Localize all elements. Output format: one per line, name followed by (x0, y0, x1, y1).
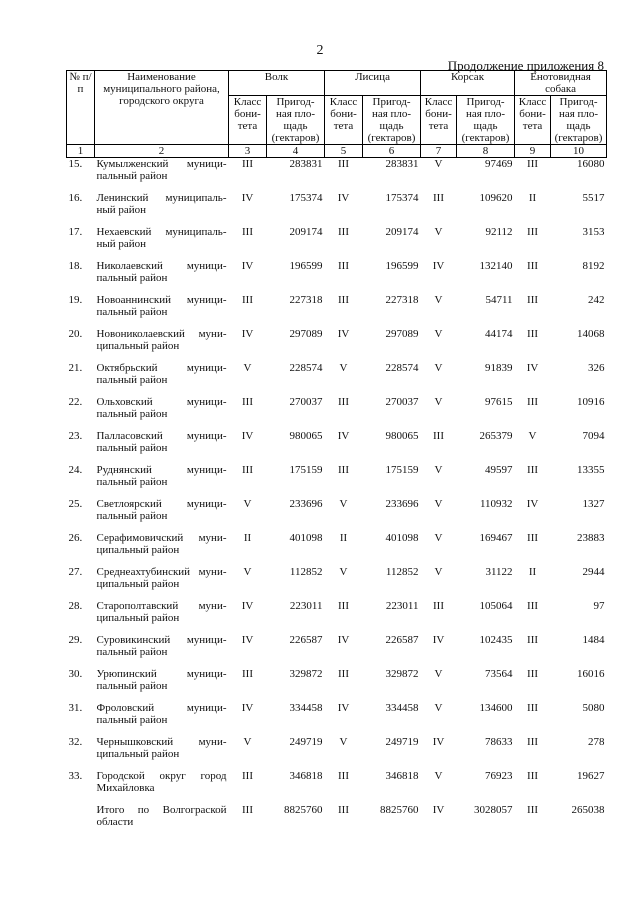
wolf-area: 175374 (289, 192, 323, 204)
fox-area: 346818 (385, 770, 419, 782)
wolf-area: 401098 (289, 532, 323, 544)
wolf-class: III (242, 158, 253, 170)
corsac-class: V (434, 498, 443, 510)
district-name: Светлоярский муници- пальный район (96, 498, 227, 522)
raccoon-dog-class: III (527, 464, 539, 476)
district-name: Суровикинский муници- пальный район (96, 634, 227, 658)
raccoon-dog-area: 97 (593, 600, 605, 612)
corsac-class: V (434, 566, 443, 578)
column-number: 7 (421, 145, 457, 158)
column-number: 9 (515, 145, 551, 158)
fox-area: 209174 (385, 226, 419, 238)
header-group-fox: Лисица (325, 71, 421, 96)
fox-class: IV (337, 328, 350, 340)
district-name: Нехаевский муниципаль- ный район (96, 226, 227, 250)
fox-area: 228574 (385, 362, 419, 374)
header-area: Пригод- ная пло- щадь (гектаров) (457, 96, 515, 145)
raccoon-dog-class: IV (526, 362, 539, 374)
header-area: Пригод- ная пло- щадь (гектаров) (267, 96, 325, 145)
table-row (67, 770, 607, 804)
raccoon-dog-area: 7094 (582, 430, 605, 442)
header-group-corsac: Корсак (421, 71, 515, 96)
fox-class: III (338, 770, 349, 782)
fox-area: 112852 (385, 566, 419, 578)
district-name: Октябрьский муници- пальный район (96, 362, 227, 386)
header-district-name: Наименование муниципального района, городского округа (95, 71, 229, 145)
table-row (67, 362, 607, 396)
corsac-class: III (433, 430, 445, 442)
corsac-area: 102435 (479, 634, 513, 646)
wolf-class: III (242, 226, 253, 238)
wolf-area: 8825760 (284, 804, 323, 816)
corsac-area: 105064 (479, 600, 513, 612)
fox-area: 334458 (385, 702, 419, 714)
row-number (67, 804, 95, 838)
row-number: 20. (68, 328, 83, 340)
corsac-class: V (434, 362, 443, 374)
corsac-area: 3028057 (474, 804, 513, 816)
fox-area: 329872 (385, 668, 419, 680)
raccoon-dog-area: 2944 (582, 566, 605, 578)
fox-class: V (339, 498, 348, 510)
fox-class: III (338, 464, 349, 476)
table-row (67, 396, 607, 430)
raccoon-dog-class: III (527, 702, 539, 714)
corsac-area: 132140 (479, 260, 513, 272)
column-number: 1 (67, 145, 95, 158)
row-number: 16. (68, 192, 83, 204)
wolf-class: IV (241, 192, 254, 204)
corsac-class: V (434, 532, 443, 544)
row-number: 32. (68, 736, 83, 748)
corsac-area: 97469 (485, 158, 513, 170)
raccoon-dog-class: V (528, 430, 537, 442)
corsac-class: V (434, 464, 443, 476)
district-name: Городской округ город Михайловка (96, 770, 227, 794)
raccoon-dog-class: III (527, 736, 539, 748)
district-name: Серафимовичский муни- ципальный район (96, 532, 227, 556)
hunting-area-table (66, 70, 607, 838)
raccoon-dog-class: III (527, 770, 539, 782)
wolf-class: III (242, 668, 253, 680)
raccoon-dog-class: III (527, 804, 539, 816)
raccoon-dog-class: II (528, 566, 537, 578)
wolf-area: 175159 (289, 464, 323, 476)
row-number: 28. (68, 600, 83, 612)
district-name: Николаевский муници- пальный район (96, 260, 227, 284)
wolf-area: 223011 (289, 600, 323, 612)
fox-class: IV (337, 430, 350, 442)
fox-class: III (338, 260, 349, 272)
row-number: 17. (68, 226, 83, 238)
row-number: 23. (68, 430, 83, 442)
fox-area: 8825760 (380, 804, 419, 816)
wolf-class: IV (241, 702, 254, 714)
continuation-label: Продолжение приложения 8 (447, 58, 604, 73)
fox-area: 283831 (385, 158, 419, 170)
wolf-area: 196599 (289, 260, 323, 272)
wolf-class: III (242, 770, 253, 782)
corsac-area: 73564 (485, 668, 513, 680)
corsac-area: 44174 (485, 328, 513, 340)
table-row (67, 634, 607, 668)
fox-area: 233696 (385, 498, 419, 510)
row-number: 33. (68, 770, 83, 782)
fox-class: V (339, 362, 348, 374)
raccoon-dog-area: 326 (588, 362, 605, 374)
raccoon-dog-class: III (527, 600, 539, 612)
wolf-class: IV (241, 600, 254, 612)
corsac-area: 97615 (485, 396, 513, 408)
wolf-class: III (242, 294, 253, 306)
district-name: Урюпинский муници- пальный район (96, 668, 227, 692)
raccoon-dog-class: III (527, 260, 539, 272)
header-class: Класс бони- тета (229, 96, 267, 145)
header-area: Пригод- ная пло- щадь (гектаров) (363, 96, 421, 145)
wolf-area: 346818 (289, 770, 323, 782)
header-class: Класс бони- тета (325, 96, 363, 145)
table-row (67, 532, 607, 566)
corsac-area: 110932 (479, 498, 513, 510)
corsac-area: 92112 (485, 226, 513, 238)
raccoon-dog-area: 16080 (577, 158, 605, 170)
wolf-area: 112852 (289, 566, 323, 578)
wolf-area: 283831 (289, 158, 323, 170)
corsac-class: V (434, 668, 443, 680)
fox-class: V (339, 736, 348, 748)
header-number: № п/п (67, 71, 95, 145)
corsac-area: 91839 (485, 362, 513, 374)
wolf-class: V (243, 498, 252, 510)
table-row (67, 566, 607, 600)
row-number: 29. (68, 634, 83, 646)
row-number: 18. (68, 260, 83, 272)
row-number: 27. (68, 566, 83, 578)
district-name: Кумылженский муници- пальный район (96, 158, 227, 182)
corsac-class: V (434, 396, 443, 408)
wolf-class: III (242, 396, 253, 408)
district-name: Палласовский муници- пальный район (96, 430, 227, 454)
row-number: 26. (68, 532, 83, 544)
fox-class: V (339, 566, 348, 578)
fox-area: 226587 (385, 634, 419, 646)
fox-area: 270037 (385, 396, 419, 408)
page-number: 2 (316, 43, 324, 58)
raccoon-dog-area: 10916 (577, 396, 605, 408)
fox-class: IV (337, 634, 350, 646)
corsac-class: IV (432, 260, 445, 272)
wolf-class: V (243, 362, 252, 374)
wolf-class: II (243, 532, 252, 544)
fox-class: IV (337, 192, 350, 204)
district-name: Старополтавский муни- ципальный район (96, 600, 227, 624)
fox-class: III (338, 600, 349, 612)
corsac-class: III (433, 192, 445, 204)
raccoon-dog-area: 3153 (582, 226, 605, 238)
corsac-area: 265379 (479, 430, 513, 442)
fox-class: III (338, 804, 349, 816)
row-number: 25. (68, 498, 83, 510)
wolf-area: 297089 (289, 328, 323, 340)
column-number: 5 (325, 145, 363, 158)
corsac-class: V (434, 226, 443, 238)
raccoon-dog-area: 265038 (571, 804, 605, 816)
fox-class: II (339, 532, 348, 544)
table-row (67, 702, 607, 736)
header-group-wolf: Волк (229, 71, 325, 96)
row-number: 22. (68, 396, 83, 408)
raccoon-dog-class: III (527, 396, 539, 408)
row-number: 31. (68, 702, 83, 714)
table-row (67, 158, 607, 193)
table-row (67, 294, 607, 328)
column-number: 6 (363, 145, 421, 158)
fox-area: 175374 (385, 192, 419, 204)
raccoon-dog-area: 13355 (577, 464, 605, 476)
fox-area: 249719 (385, 736, 419, 748)
district-name: Руднянский муници- пальный район (96, 464, 227, 488)
district-name: Ленинский муниципаль- ный район (96, 192, 227, 216)
table-row (67, 226, 607, 260)
district-name: Ольховский муници- пальный район (96, 396, 227, 420)
header-class: Класс бони- тета (421, 96, 457, 145)
raccoon-dog-area: 23883 (577, 532, 605, 544)
raccoon-dog-class: II (528, 192, 537, 204)
row-number: 21. (68, 362, 83, 374)
table-row (67, 668, 607, 702)
raccoon-dog-area: 14068 (577, 328, 605, 340)
wolf-area: 209174 (289, 226, 323, 238)
wolf-class: IV (241, 328, 254, 340)
district-name: Новониколаевский муни- ципальный район (96, 328, 227, 352)
district-name: Фроловский муници- пальный район (96, 702, 227, 726)
column-number: 2 (95, 145, 229, 158)
table-row (67, 736, 607, 770)
total-row (67, 804, 607, 838)
fox-area: 980065 (385, 430, 419, 442)
wolf-area: 980065 (289, 430, 323, 442)
raccoon-dog-class: III (527, 294, 539, 306)
table-row (67, 192, 607, 226)
wolf-class: IV (241, 260, 254, 272)
row-number: 24. (68, 464, 83, 476)
corsac-class: V (434, 702, 443, 714)
corsac-area: 109620 (479, 192, 513, 204)
raccoon-dog-class: III (527, 532, 539, 544)
fox-area: 175159 (385, 464, 419, 476)
corsac-class: IV (432, 804, 445, 816)
wolf-area: 233696 (289, 498, 323, 510)
table-row (67, 498, 607, 532)
wolf-area: 227318 (289, 294, 323, 306)
wolf-area: 249719 (289, 736, 323, 748)
fox-class: III (338, 158, 349, 170)
raccoon-dog-class: III (527, 634, 539, 646)
fox-area: 223011 (385, 600, 419, 612)
corsac-class: V (434, 770, 443, 782)
corsac-area: 49597 (485, 464, 513, 476)
corsac-class: III (433, 600, 445, 612)
header-area: Пригод- ная пло- щадь (гектаров) (551, 96, 607, 145)
table-row (67, 430, 607, 464)
fox-area: 297089 (385, 328, 419, 340)
table-row (67, 328, 607, 362)
wolf-area: 329872 (289, 668, 323, 680)
fox-class: III (338, 294, 349, 306)
column-number: 8 (457, 145, 515, 158)
raccoon-dog-area: 5517 (582, 192, 605, 204)
row-number: 30. (68, 668, 83, 680)
wolf-class: III (242, 804, 253, 816)
wolf-area: 228574 (289, 362, 323, 374)
corsac-class: V (434, 328, 443, 340)
wolf-class: V (243, 736, 252, 748)
district-name: Чернышковский муни- ципальный район (96, 736, 227, 760)
raccoon-dog-area: 16016 (577, 668, 605, 680)
row-number: 19. (68, 294, 83, 306)
raccoon-dog-area: 278 (588, 736, 605, 748)
wolf-class: III (242, 464, 253, 476)
district-name: Среднеахтубинский муни- ципальный район (96, 566, 227, 590)
table-row (67, 464, 607, 498)
table-row (67, 600, 607, 634)
fox-area: 227318 (385, 294, 419, 306)
raccoon-dog-area: 5080 (582, 702, 605, 714)
raccoon-dog-class: III (527, 226, 539, 238)
raccoon-dog-class: III (527, 328, 539, 340)
raccoon-dog-class: III (527, 668, 539, 680)
wolf-area: 270037 (289, 396, 323, 408)
wolf-class: IV (241, 634, 254, 646)
column-number: 10 (551, 145, 607, 158)
row-number: 15. (68, 158, 83, 170)
raccoon-dog-area: 242 (588, 294, 605, 306)
raccoon-dog-class: IV (526, 498, 539, 510)
wolf-class: V (243, 566, 252, 578)
fox-area: 401098 (385, 532, 419, 544)
fox-area: 196599 (385, 260, 419, 272)
district-name: Итого по Волгограской области (96, 804, 227, 828)
raccoon-dog-class: III (527, 158, 539, 170)
corsac-area: 31122 (485, 566, 513, 578)
fox-class: III (338, 396, 349, 408)
corsac-area: 78633 (485, 736, 513, 748)
corsac-area: 76923 (485, 770, 513, 782)
corsac-class: V (434, 294, 443, 306)
wolf-area: 334458 (289, 702, 323, 714)
corsac-class: V (434, 158, 443, 170)
table-row (67, 260, 607, 294)
corsac-area: 169467 (479, 532, 513, 544)
fox-class: IV (337, 702, 350, 714)
fox-class: III (338, 668, 349, 680)
raccoon-dog-area: 1327 (582, 498, 605, 510)
fox-class: III (338, 226, 349, 238)
header-group-raccoon-dog: Енотовидная собака (515, 71, 607, 96)
raccoon-dog-area: 1484 (582, 634, 605, 646)
wolf-area: 226587 (289, 634, 323, 646)
corsac-area: 54711 (485, 294, 513, 306)
corsac-area: 134600 (479, 702, 513, 714)
column-number: 4 (267, 145, 325, 158)
column-number: 3 (229, 145, 267, 158)
wolf-class: IV (241, 430, 254, 442)
district-name: Новоаннинский муници- пальный район (96, 294, 227, 318)
raccoon-dog-area: 19627 (577, 770, 605, 782)
corsac-class: IV (432, 736, 445, 748)
raccoon-dog-area: 8192 (582, 260, 605, 272)
corsac-class: IV (432, 634, 445, 646)
header-class: Класс бони- тета (515, 96, 551, 145)
